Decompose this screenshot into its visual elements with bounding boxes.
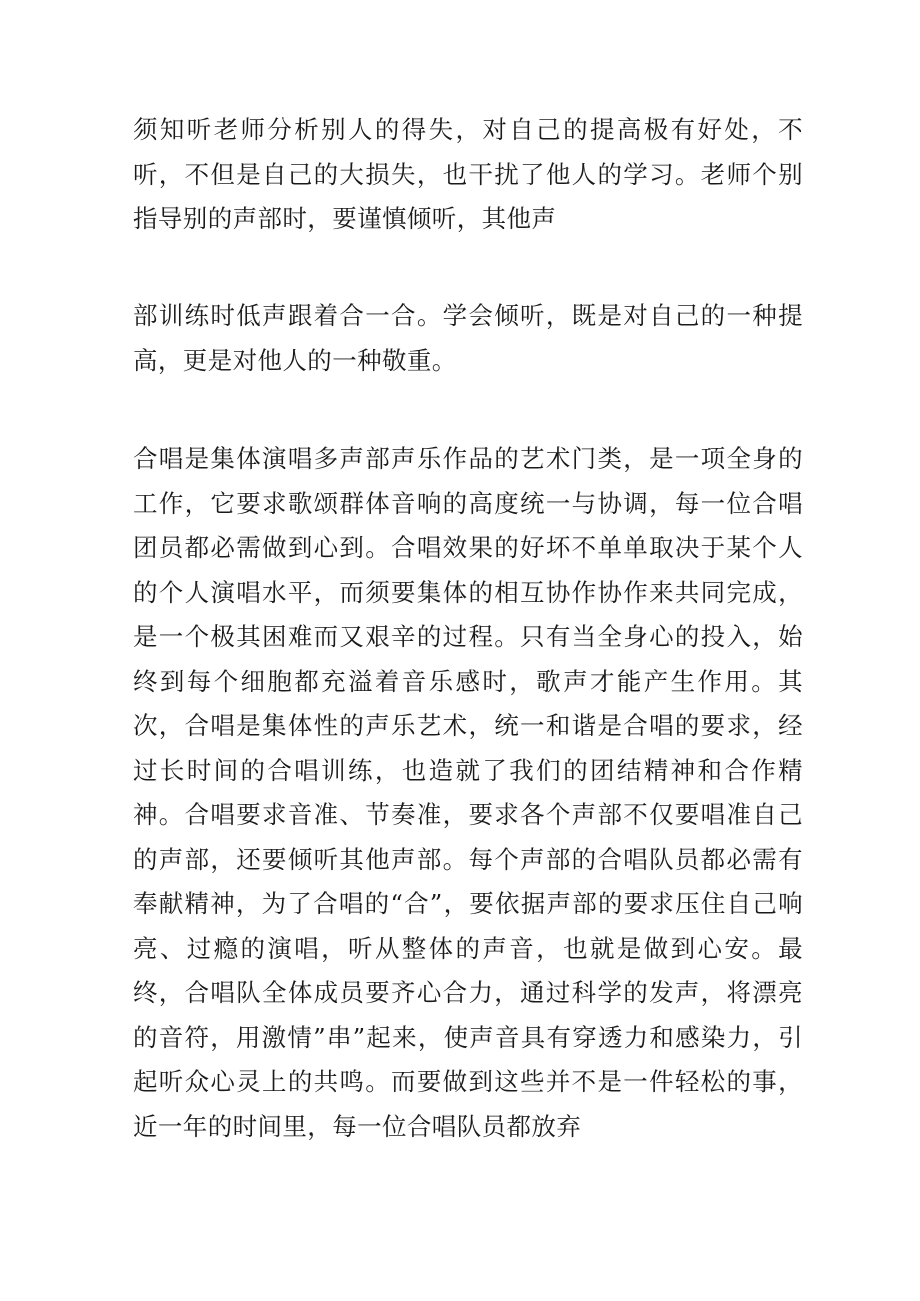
- paragraph-3: 合唱是集体演唱多声部声乐作品的艺术门类，是一项全身的工作，它要求歌颂群体音响的高度统一与协调，每一位合唱团员都必需做到心到。合唱效果的好坏不单单取决于某个人的个人演唱水平，而须要集体的相互协作协作来共同完成，是一个极其困难而又艰辛的过程。只有当全身心的投入，始终到每个细胞都充溢着音乐感时，歌声才能产生作用。其次，合唱是集体性的声乐艺术，统一和谐是合唱的要求，经过长时间的合唱训练，也造就了我们的团结精神和合作精神。合唱要求音准、节奏准，要求各个声部不仅要唱准自己的声部，还要倾听其他声部。每个声部的合唱队员都必需有奉献精神，为了合唱的“合”，要依据声部的要求压住自己响亮、过瘾的演唱，听从整体的声音，也就是做到心安。最终，合唱队全体成员要齐心合力，通过科学的发声，将漂亮的音符，用激情”串”起来，使声音具有穿透力和感染力，引起听众心灵上的共鸣。而要做到这些并不是一件轻松的事，近一年的时间里，每一位合唱队员都放弃: [133, 444, 803, 1141]
- paragraph-2: 部训练时低声跟着合一合。学会倾听，既是对自己的一种提高，更是对他人的一种敬重。: [133, 301, 803, 375]
- paragraph-1: 须知听老师分析别人的得失，对自己的提高极有好处，不听，不但是自己的大损失，也干扰了他人的学习。老师个别指导别的声部时，要谨慎倾听，其他声: [133, 115, 803, 233]
